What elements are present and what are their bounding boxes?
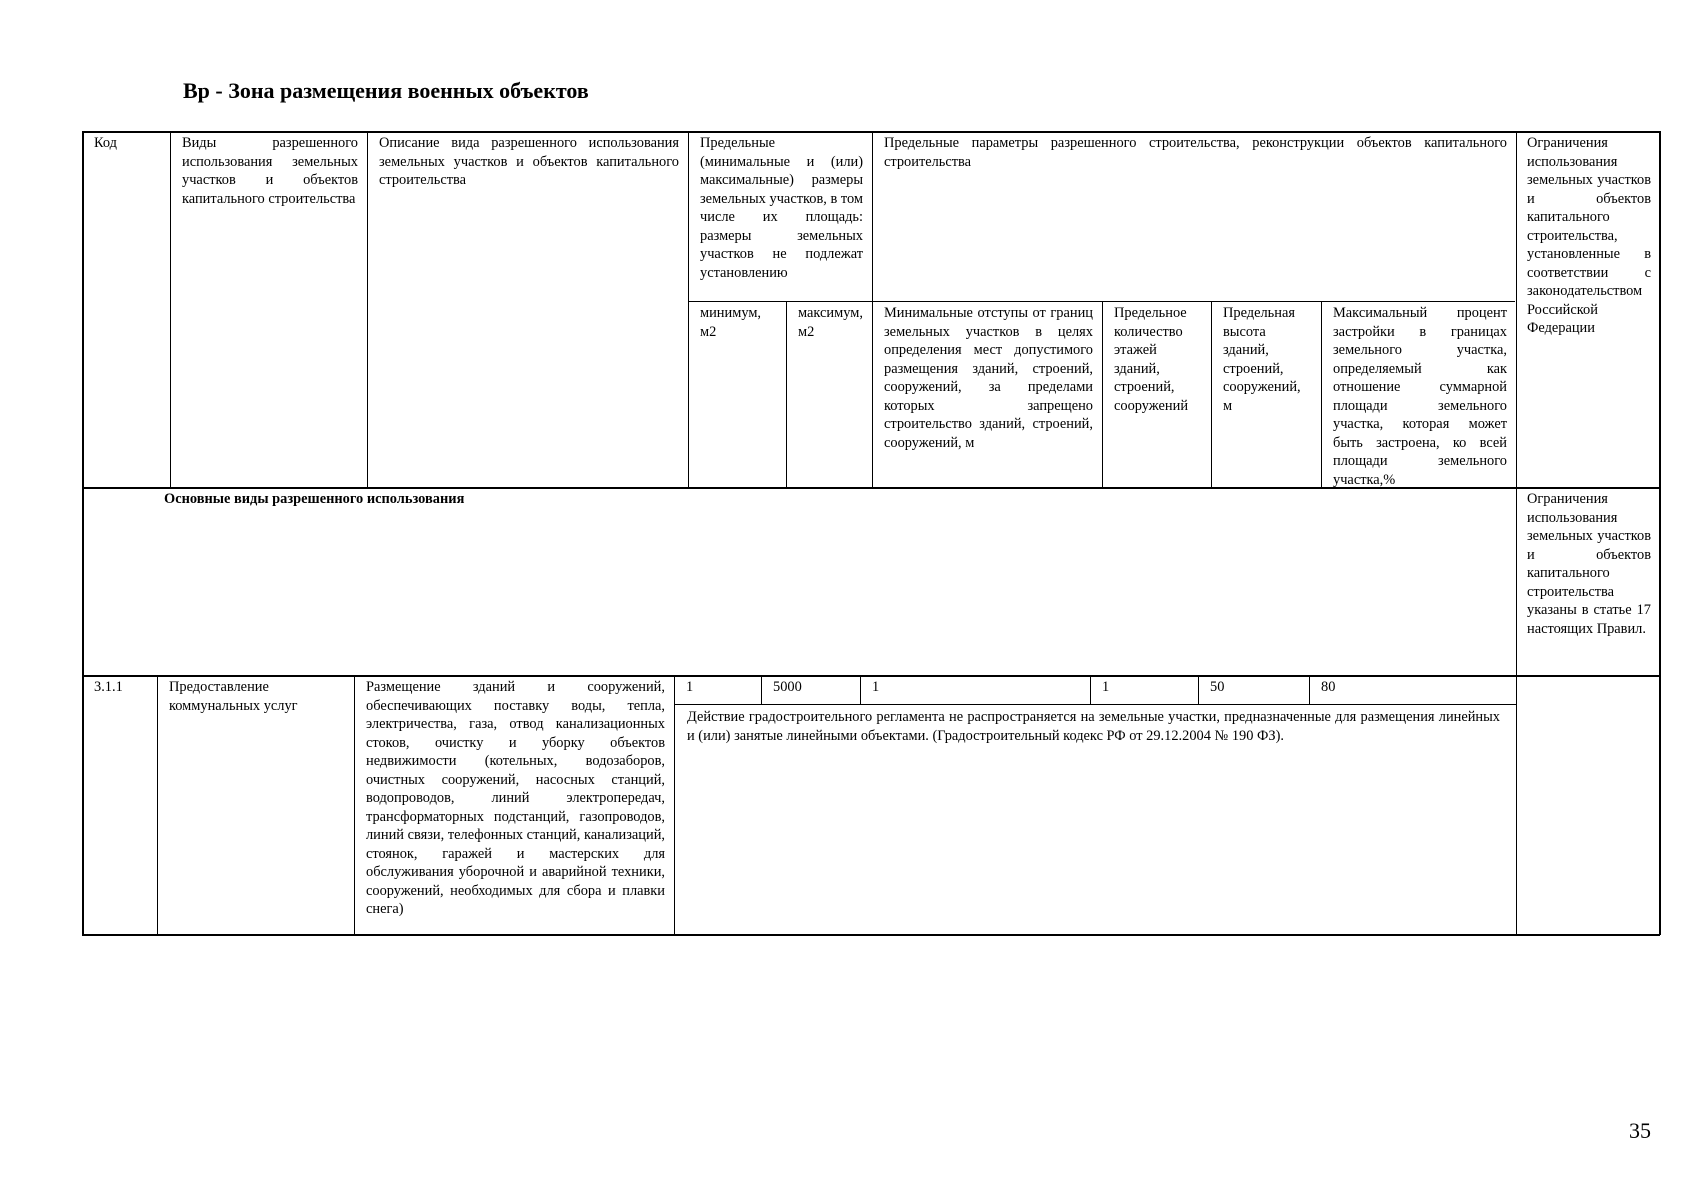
header-kinds: Виды разрешенного использования земельных участков и объектов капитального строительства (182, 135, 358, 207)
row-kind: Предоставление коммунальных услуг (169, 679, 298, 714)
section-label: Основные виды разрешенного использования (164, 491, 465, 507)
row-coverage: 80 (1321, 679, 1336, 695)
header-coverage: Максимальный процент застройки в границах земельного участка, определяемый как отношение суммарной площади земельного участка, которая может быть застроена, ко всей площади земельного участка,% (1333, 305, 1507, 488)
header-plot-sizes: Предельные (минимальные и (или) максимальные) размеры земельных участков, в том числе их площадь: размеры земельных участков не подлежат установлению (700, 135, 863, 281)
section-restrictions-note: Ограничения использования земельных участков и объектов капитального строительства указаны в статье 17 настоящих Правил. (1527, 491, 1651, 637)
row-min: 1 (686, 679, 694, 695)
row-height: 50 (1210, 679, 1225, 695)
page-number: 35 (1629, 1118, 1651, 1143)
row-setback: 1 (872, 679, 880, 695)
row-code: 3.1.1 (94, 679, 123, 695)
header-min-area: минимум, м2 (700, 305, 762, 340)
row-description: Размещение зданий и сооружений, обеспечивающих поставку воды, тепла, электричества, газа, отвод канализационных стоков, очистку и уборку объектов недвижимости (котельных, водозаборов, очистных сооружений, насосных станций, водопроводов, линий электропередач, трансформаторных подстанций, газопроводов, линий связи, телефонных станций, канализаций, стоянок, гаражей и мастерских для обслуживания уборочной и аварийной техники, сооружений, необходимых для сбора и плавки снега) (366, 679, 665, 917)
header-restrictions: Ограничения использования земельных участков и объектов капитального строительства, установленные в соответствии с законодательством Российской Федерации (1527, 135, 1651, 336)
row-floors: 1 (1102, 679, 1110, 695)
header-params: Предельные параметры разрешенного строительства, реконструкции объектов капитального строительства (884, 135, 1507, 170)
page-title: Вр - Зона размещения военных объектов (183, 78, 589, 103)
header-code: Код (94, 135, 117, 151)
header-max-area: максимум, м2 (798, 305, 863, 340)
row-note: Действие градостроительного регламента не распространяется на земельные участки, предназначенные для размещения линейных и (или) занятые линейными объектами. (Градостроительный кодекс РФ от 29.12.2004 № 190 ФЗ). (687, 709, 1500, 744)
row-max: 5000 (773, 679, 802, 695)
header-floors: Предельное количество этажей зданий, строений, сооружений (1114, 305, 1189, 414)
header-setbacks: Минимальные отступы от границ земельных участков в целях определения мест допустимого размещения зданий, строений, сооружений, за пределами которых запрещено строительство зданий, строений, сооружений, м (884, 305, 1093, 451)
header-height: Предельная высота зданий, строений, сооружений, м (1223, 305, 1301, 414)
header-description: Описание вида разрешенного использования земельных участков и объектов капитального строительства (379, 135, 679, 188)
